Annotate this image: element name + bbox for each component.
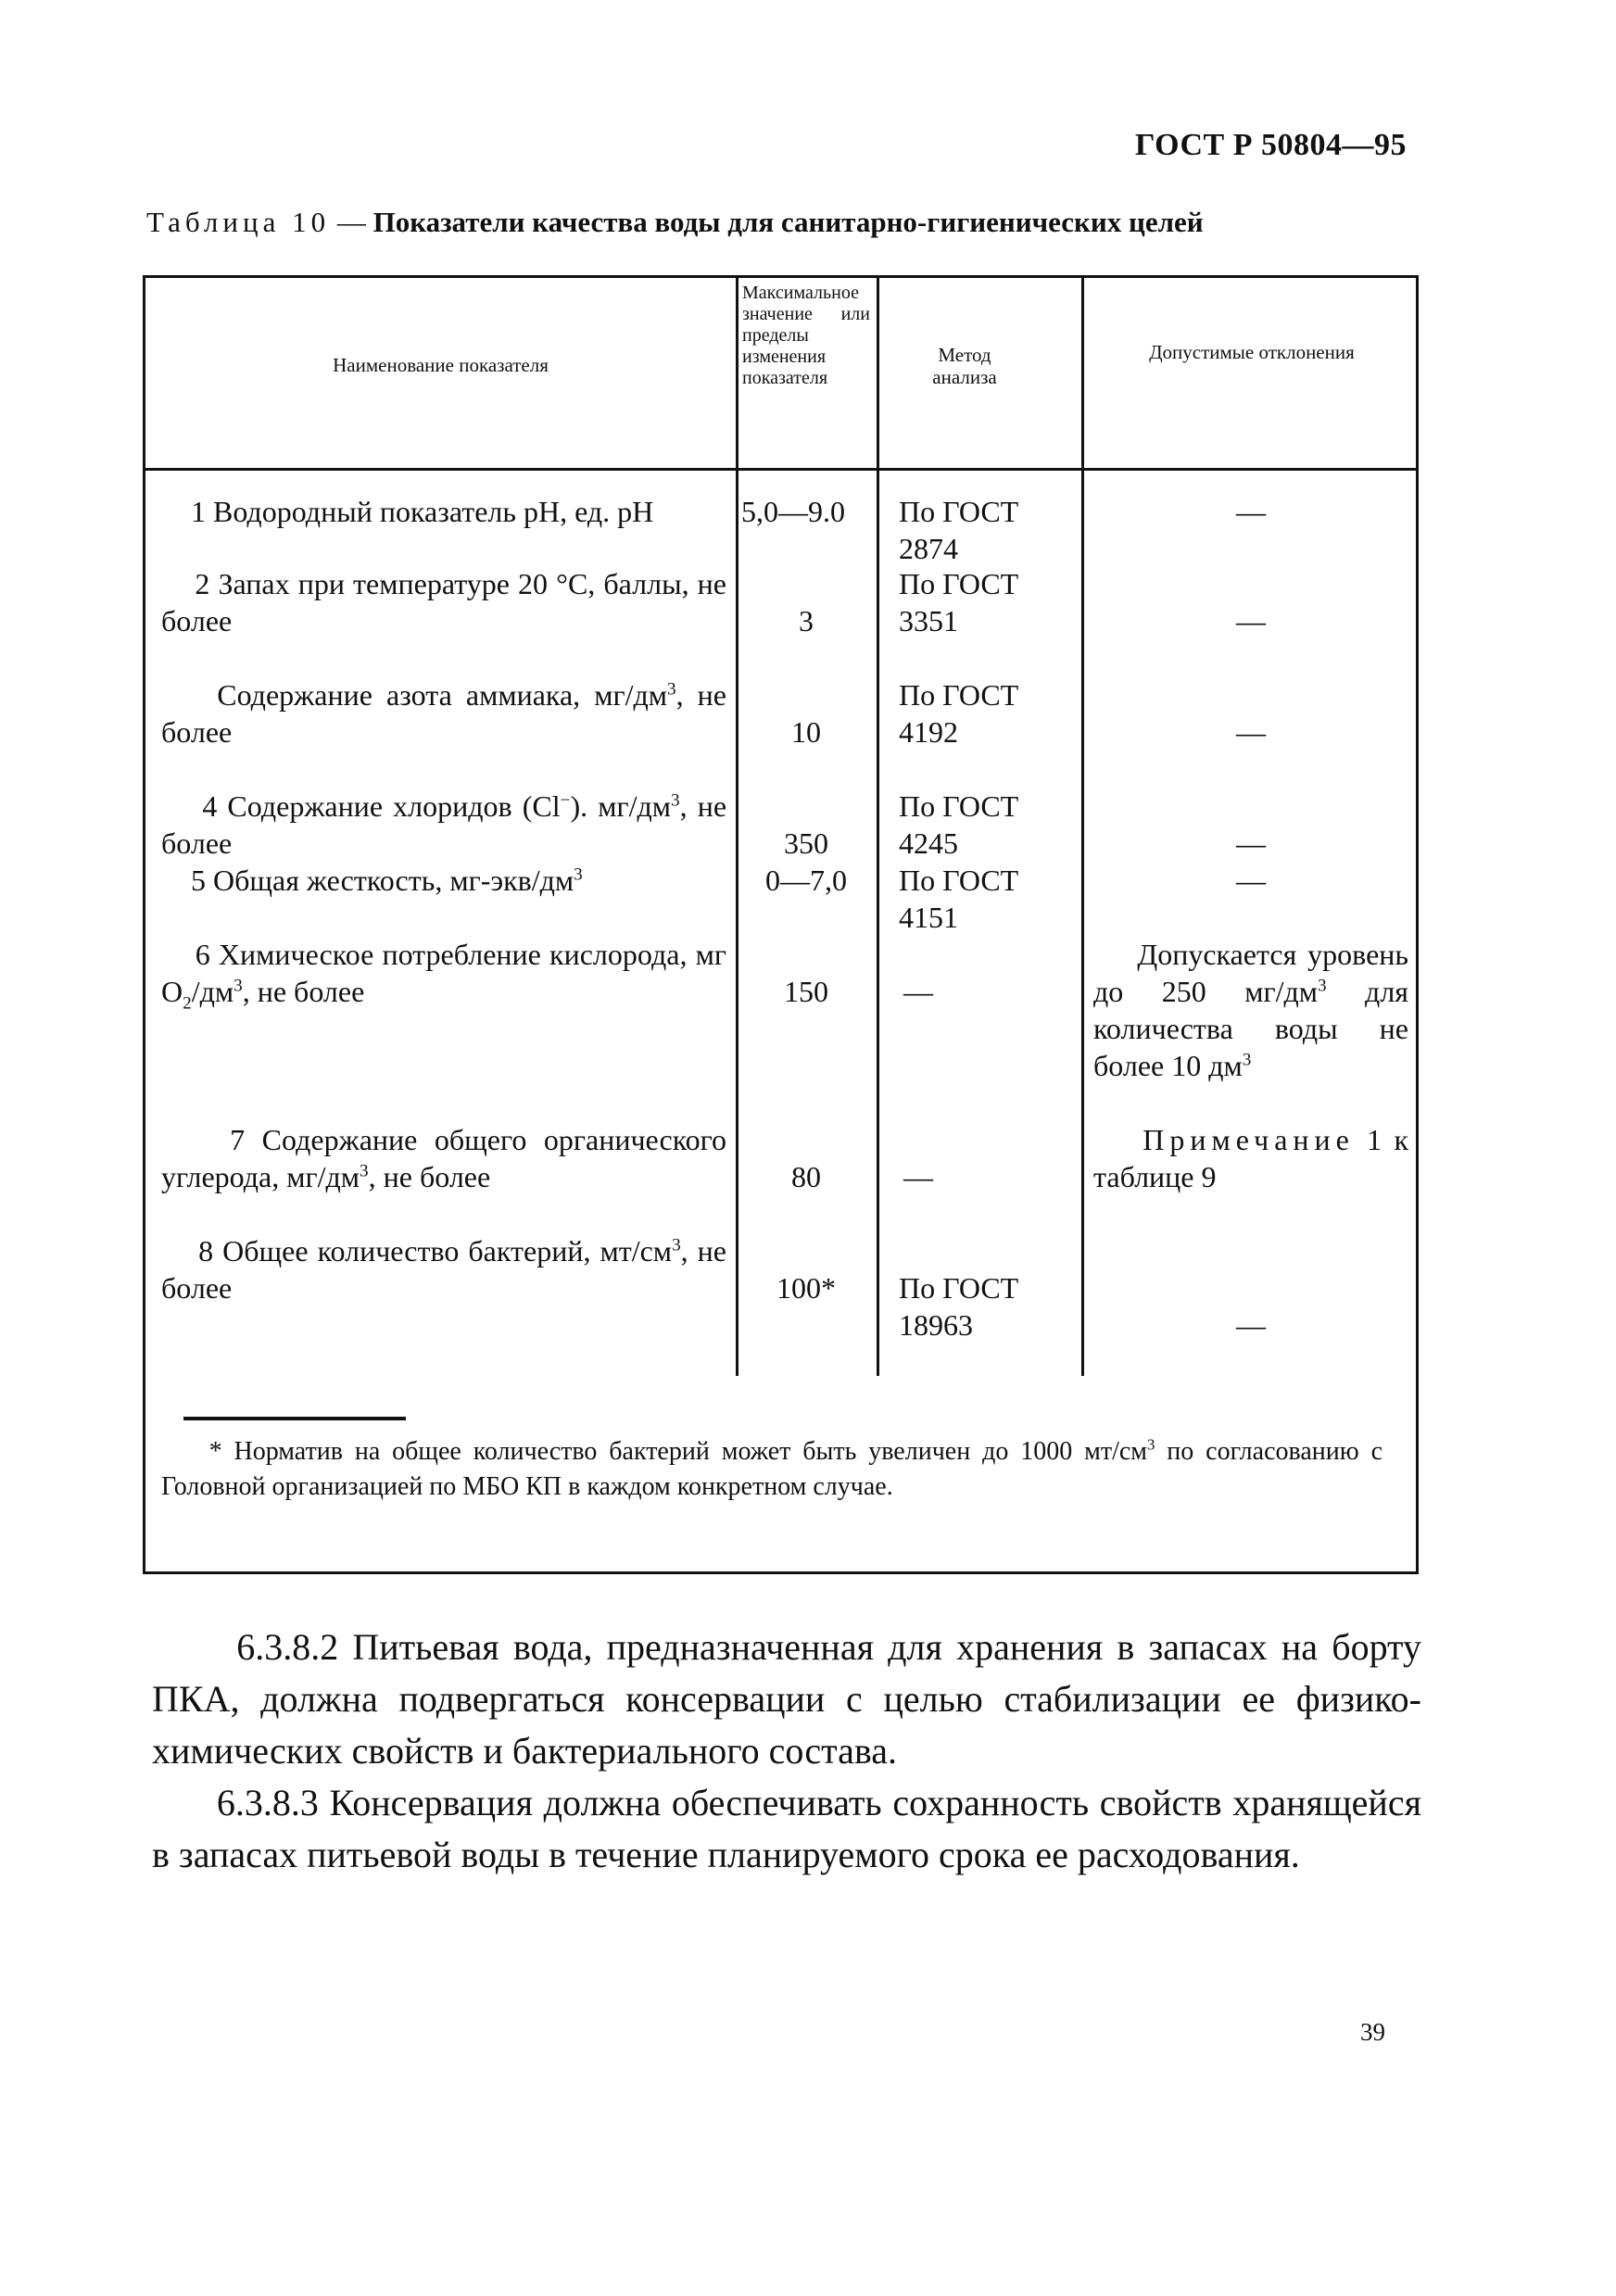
- table-row-name: 7 Содержание общего органического углерода, $мг/дм^3$, не более: [161, 1123, 726, 1193]
- paragraph: [152, 1621, 1421, 1777]
- document-code: ГОСТ Р 50804—95: [1134, 128, 1407, 162]
- table-row-value: 80: [791, 1160, 821, 1193]
- table-header-rule: [143, 468, 1419, 471]
- table-column-divider: [877, 275, 879, 1376]
- table-column-divider: [1081, 275, 1084, 1376]
- table-row-tolerance: —: [1236, 864, 1266, 897]
- table-row-tolerance: Допускается уровень до 250 $мг/дм^3$ для количества воды не более 10 $дм^3$: [1093, 938, 1408, 1082]
- table-row-method: —: [903, 975, 933, 1008]
- table-column-divider: [736, 275, 739, 1376]
- paragraph: [152, 1777, 1421, 1881]
- column-header-max: Максимальное значение или пределы изменения показателя: [742, 283, 870, 388]
- table-row-name: 5 Общая жесткость, $мг-экв/дм^3$: [161, 864, 583, 897]
- column-header-method: Метод анализа: [932, 344, 997, 388]
- table-row-value: 10: [791, 715, 821, 749]
- footnote-rule: [183, 1417, 406, 1420]
- table-row-tolerance: Примечание 1 к таблице 9: [1093, 1123, 1409, 1193]
- page-number: 39: [1360, 2018, 1385, 2046]
- table-row-tolerance: —: [1236, 715, 1266, 749]
- table-row-value: 5,0—9.0: [741, 495, 845, 528]
- table-row-tolerance: —: [1236, 1308, 1266, 1342]
- table-row-name: 4 Содержание хлоридов (Cl−). $мг/дм^3$, не более: [161, 789, 727, 860]
- table-row-name: [161, 493, 726, 530]
- table-row-name: Содержание азота аммиака, $мг/дм^3$, не более: [161, 678, 726, 749]
- table-row-method: —: [903, 1160, 933, 1193]
- table-row-value: 150: [784, 975, 828, 1008]
- table-caption-title: Показатели качества воды для санитарно-гигиенических целей: [372, 206, 1204, 238]
- table-row-method: По ГОСТ 4245: [899, 789, 1019, 860]
- table-row-tolerance: —: [1236, 495, 1266, 528]
- table-row-method: По ГОСТ 18963: [899, 1271, 1019, 1342]
- table-row-method: По ГОСТ 4151: [899, 864, 1019, 934]
- table-row-value: 100*: [776, 1271, 836, 1305]
- table-row-value: 3: [799, 604, 814, 637]
- table-caption-label: Таблица 10: [146, 206, 331, 238]
- paragraph-text: 6.3.8.3 Консервация должна обеспечивать сохранность свойств хранящейся в запасах питьевой воды в течение планируемого срока ее расходования.: [152, 1782, 1421, 1875]
- table-row-name-text: 1 Водородный показатель pH, ед. pH: [191, 495, 654, 528]
- table-caption: [146, 206, 1204, 239]
- table-row-tolerance: —: [1236, 604, 1266, 637]
- table-row-name: 6 Химическое потребление кислорода, мг $O_2/дм^3$, не более: [161, 938, 726, 1014]
- column-header-name: Наименование показателя: [333, 354, 549, 376]
- table-footnote: * Норматив на общее количество бактерий может быть увеличен до 1000 $мт/см^3$ по согласованию с Головной организацией по МБО КП в каждом конкретном случае.: [161, 1435, 1382, 1501]
- table-row-method: По ГОСТ 3351: [899, 567, 1019, 637]
- column-header-tolerance: Допустимые отклонения: [1149, 341, 1355, 363]
- table-row-value: 0—7,0: [765, 864, 847, 897]
- table-row-method: По ГОСТ 4192: [899, 678, 1019, 749]
- table-row-name: [161, 565, 726, 639]
- table-row-method: По ГОСТ 2874: [899, 495, 1019, 565]
- table-caption-dash: —: [330, 206, 373, 238]
- table-row-value: 350: [784, 826, 828, 860]
- table-row-name-text: 2 Запах при температуре 20 °С, баллы, не более: [161, 567, 726, 637]
- paragraph-text: 6.3.8.2 Питьевая вода, предназначенная для хранения в запасах на борту ПКА, должна подвергаться консервации с целью стабилизации ее физико-химических свойств и бактериального состава.: [152, 1626, 1421, 1772]
- table-row-tolerance: —: [1236, 826, 1266, 860]
- table-row-name: 8 Общее количество бактерий, $мт/см^3$, не более: [161, 1234, 727, 1305]
